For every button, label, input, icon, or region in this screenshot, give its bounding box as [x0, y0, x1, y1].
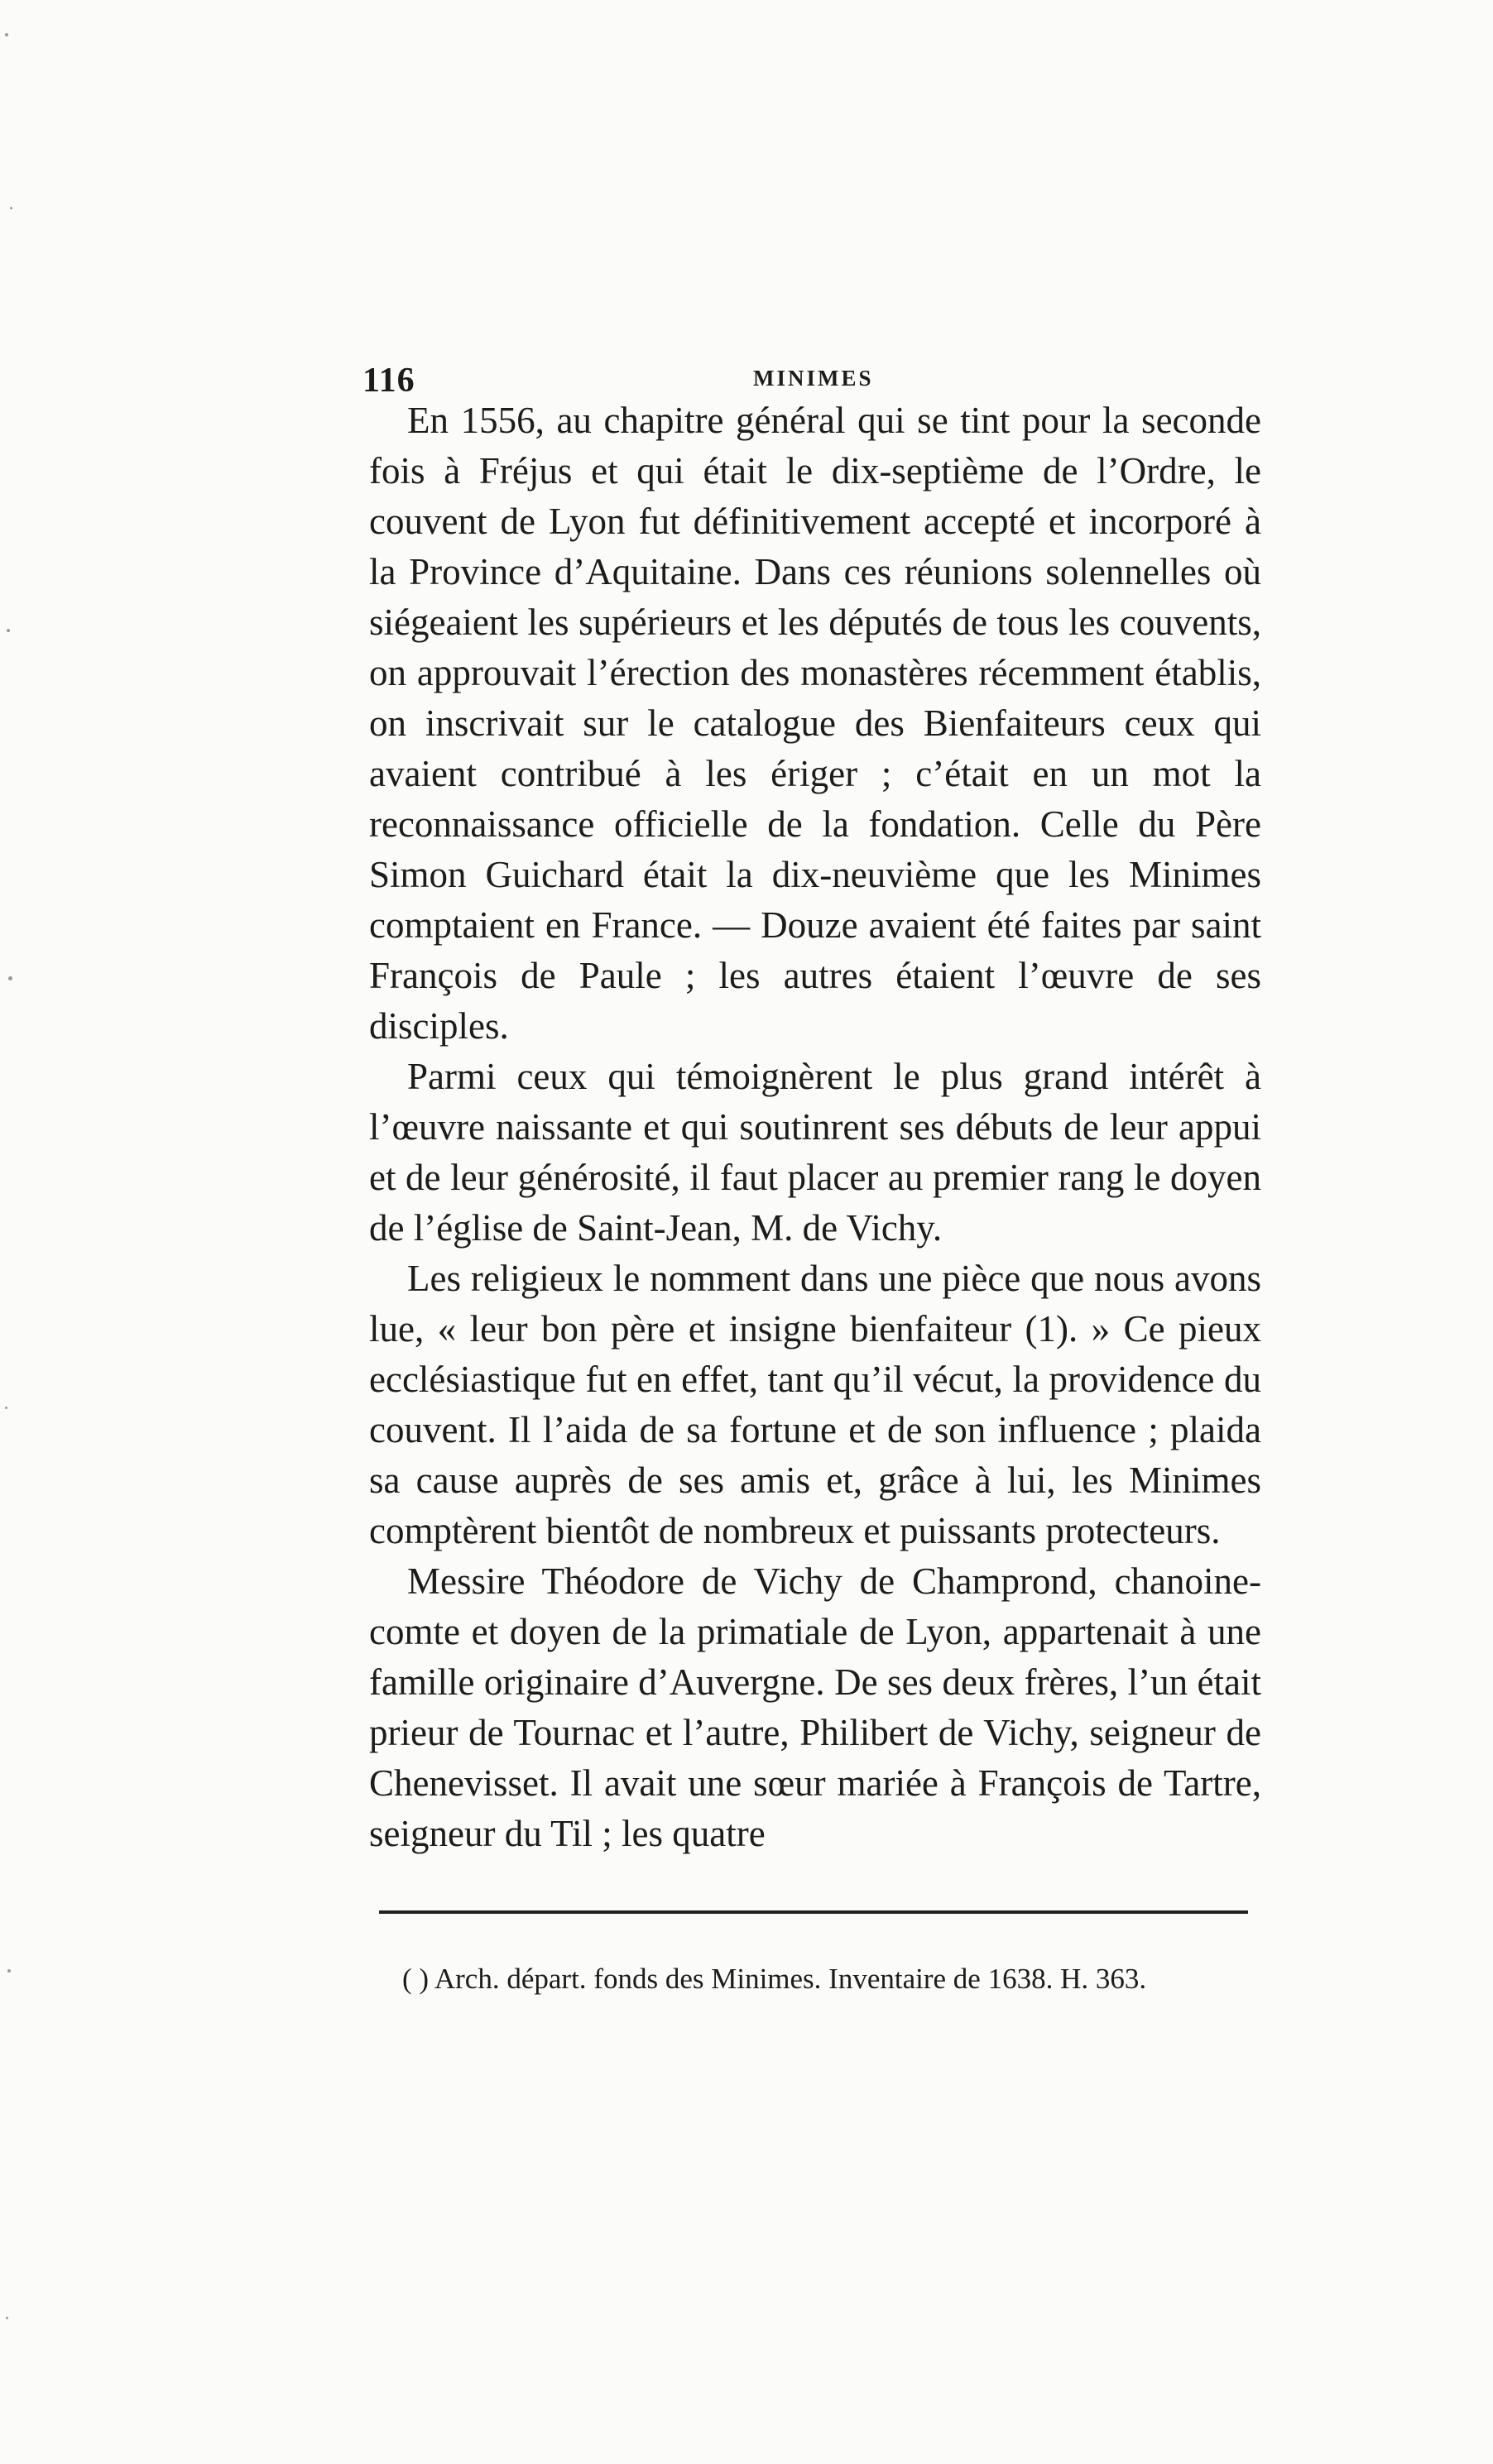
- paragraph: Parmi ceux qui témoignèrent le plus grand intérêt à l’œuvre naissante et qui soutinrent ses débuts de leur appui et de leur générosité, il faut placer au premier rang le doyen de l’église de Saint-Jean, M. de Vichy.: [369, 1056, 1261, 1249]
- page-number: 116: [362, 362, 415, 400]
- scan-speck: [5, 1407, 7, 1409]
- scan-speck: [8, 976, 12, 980]
- paragraph: Les religieux le nomment dans une pièce que nous avons lue, « leur bon père et insigne bienfaiteur (1). » Ce pieux ecclésiastique fut en effet, tant qu’il vécut, la providence du couvent. Il l’aida de sa fortune et de son influence ; plaida sa cause auprès de ses amis et, grâce à lui, les Minimes comptèrent bientôt de nombreux et puissants protecteurs.: [369, 1258, 1261, 1551]
- scan-speck: [7, 1969, 11, 1973]
- running-head: MINIMES: [753, 366, 874, 391]
- footnote: ( ) Arch. départ. fonds des Minimes. Inventaire de 1638. H. 363.: [402, 1963, 1147, 1995]
- footnote-rule: [379, 1910, 1248, 1914]
- paragraph: En 1556, au chapitre général qui se tint pour la seconde fois à Fréjus et qui était le dix-septième de l’Ordre, le couvent de Lyon fut définitivement accepté et incorporé à la Province d’Aquitaine. Dans ces réunions solennelles où siégeaient les supérieurs et les députés de tous les couvents, on approuvait l’érection des monastères récemment établis, on inscrivait sur le catalogue des Bienfaiteurs ceux qui avaient contribué à les ériger ; c’était en un mot la reconnaissance officielle de la fondation. Celle du Père Simon Guichard était la dix-neuvième que les Minimes comptaient en France. — Douze avaient été faites par saint François de Paule ; les autres étaient l’œuvre de ses disciples.: [369, 400, 1261, 1047]
- scan-speck: [10, 207, 12, 209]
- scan-speck: [7, 629, 10, 632]
- body-text: [369, 395, 1261, 1859]
- paragraph: Messire Théodore de Vichy de Champrond, chanoine-comte et doyen de la primatiale de Lyon, appartenait à une famille originaire d’Auvergne. De ses deux frères, l’un était prieur de Tournac et l’autre, Philibert de Vichy, seigneur de Chenevisset. Il avait une sœur mariée à François de Tartre, seigneur du Til ; les quatre: [369, 1560, 1261, 1854]
- scan-speck: [5, 33, 8, 36]
- scan-speck: [6, 2317, 8, 2319]
